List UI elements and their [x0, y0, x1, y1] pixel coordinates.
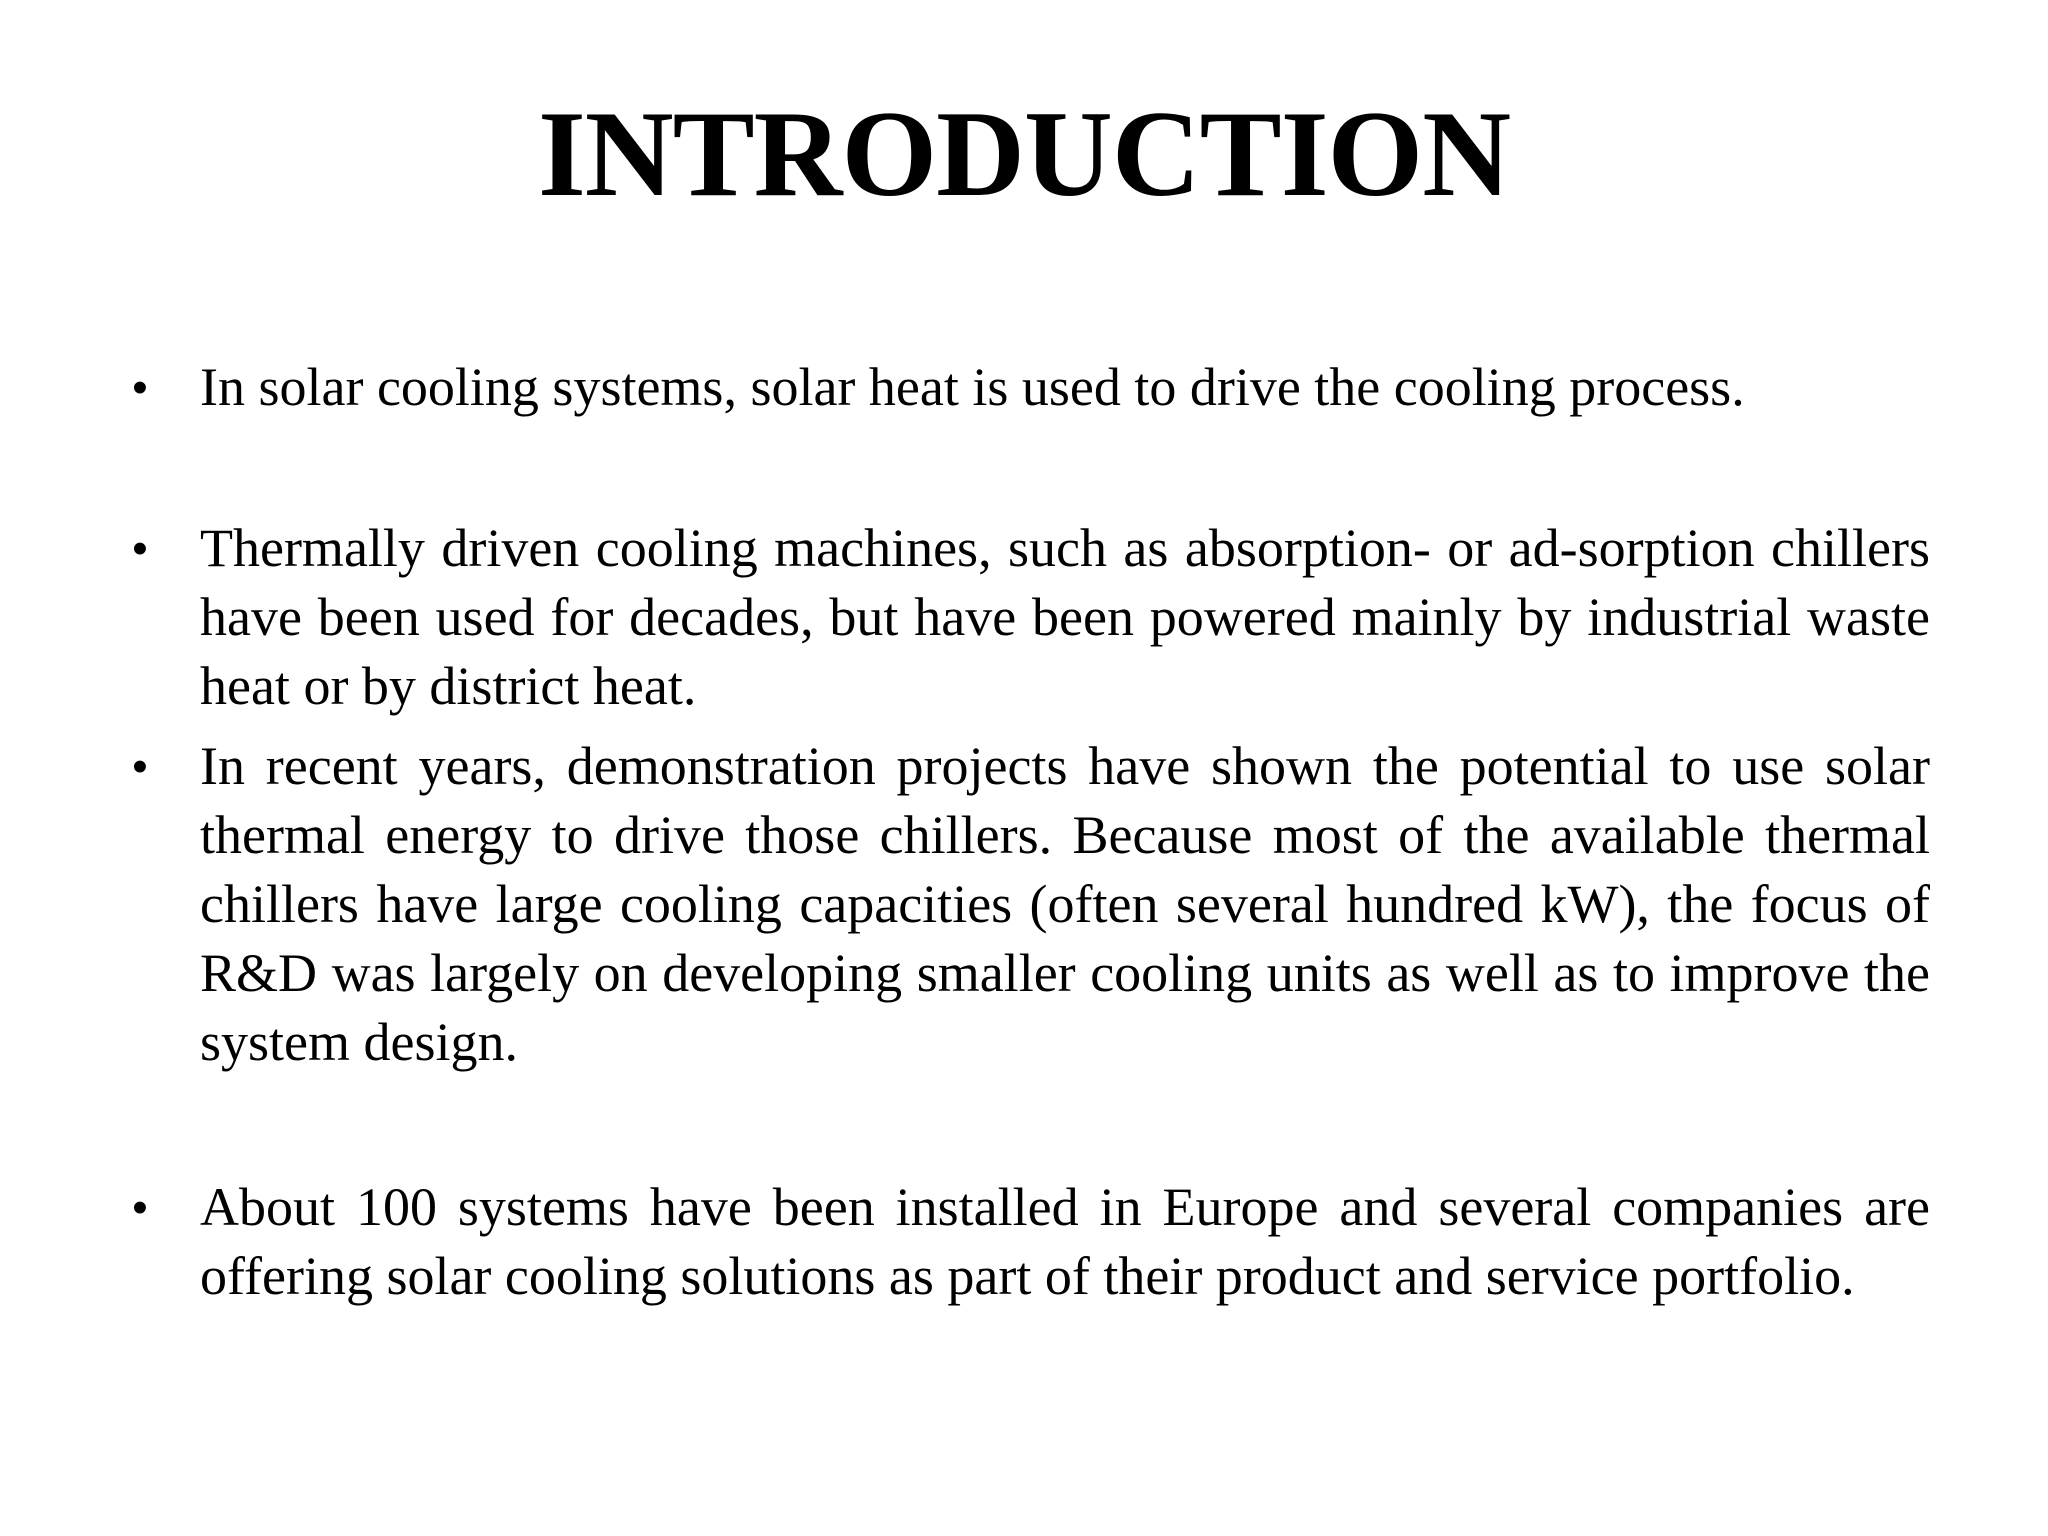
bullet-item-solar-heat — [132, 353, 1930, 422]
bullet-item-installed-systems — [132, 1173, 1930, 1311]
bullet-text: In recent years, demonstration projects have shown the potential to use solar thermal energy to drive those chillers. Because most of the available thermal chillers have large cooling capacities (often several hundred kW), the focus of R&D was largely on developing smaller cooling units as well as to improve the system design. — [200, 736, 1930, 1072]
bullet-item-demonstration-projects — [132, 732, 1930, 1077]
bullet-text: Thermally driven cooling machines, such as absorption- or ad-sorption chillers have been used for decades, but have been powered mainly by industrial waste heat or by district heat. — [200, 518, 1930, 716]
bullet-marker: • — [132, 524, 148, 573]
bullet-text: About 100 systems have been installed in Europe and several companies are offering solar cooling solutions as part of their product and service portfolio. — [200, 1177, 1930, 1306]
bullet-marker: • — [132, 742, 148, 791]
bullet-item-thermal-machines — [132, 514, 1930, 721]
bullet-text: In solar cooling systems, solar heat is used to drive the cooling process. — [200, 357, 1745, 417]
bullet-marker: • — [132, 363, 148, 412]
bullet-marker: • — [132, 1183, 148, 1232]
slide-title: INTRODUCTION — [537, 85, 1511, 222]
